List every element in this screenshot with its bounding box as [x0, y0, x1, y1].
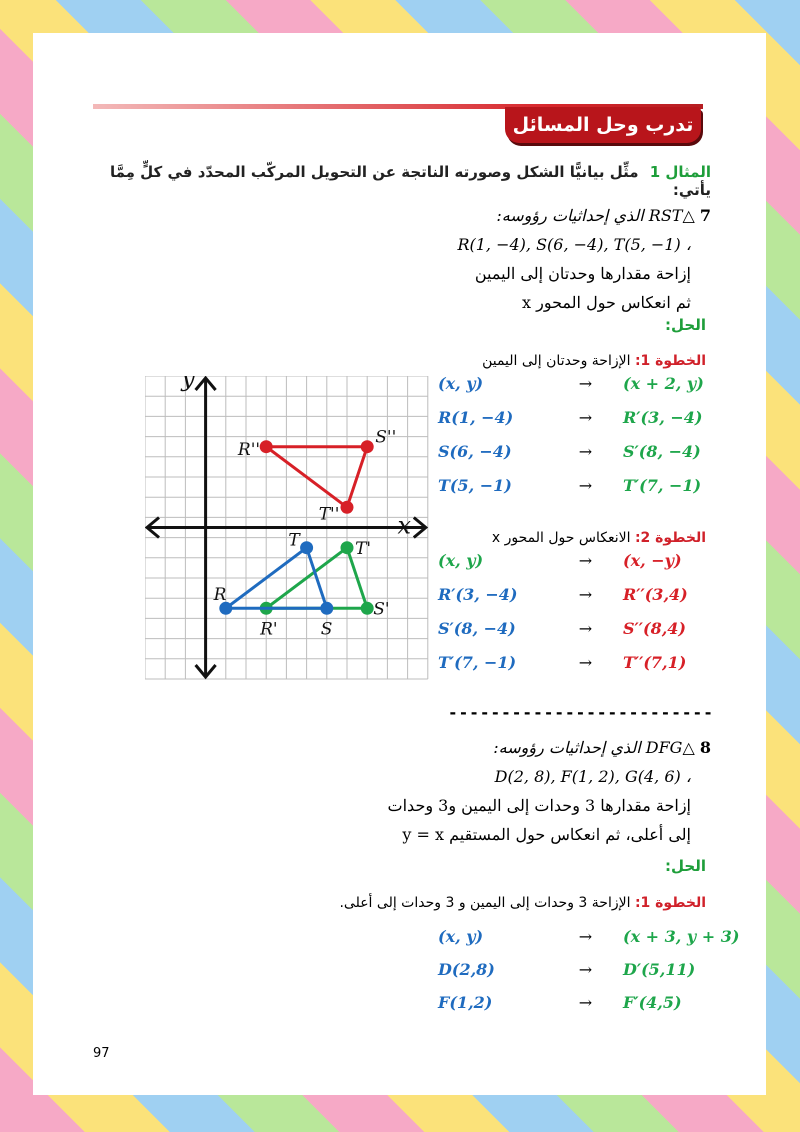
problem-7 [291, 201, 711, 317]
triangle-rst-double-prime-vertex [260, 440, 273, 453]
label-S1: S' [373, 599, 390, 620]
section-banner: تدرب وحل المسائل [505, 107, 701, 143]
step2-text: الانعكاس حول المحور x [491, 530, 631, 546]
mapping-arrow: → [578, 441, 593, 461]
problem-8-line3: إزاحة مقدارها 3 وحدات إلى اليمين و3 وحدات [387, 796, 691, 815]
label-S2: S'' [375, 427, 397, 448]
example-line [71, 163, 711, 199]
mapping-from: R′(3, −4) [438, 584, 518, 604]
triangle-rst-vertex [300, 541, 313, 554]
mapping-to: T′(7, −1) [623, 475, 702, 495]
mapping-from: R(1, −4) [438, 407, 514, 427]
problem-8-line1: △DFG الذي إحداثيات رؤوسه: [493, 738, 695, 757]
mapping-arrow: → [578, 926, 593, 946]
problem-7-line2: R(1, −4), S(6, −4), T(5, −1) ، [457, 235, 691, 254]
graph-labels [180, 376, 411, 640]
step1-text: الإزاحة وحدتان إلى اليمين [482, 353, 631, 369]
mapping-from: S′(8, −4) [438, 618, 516, 638]
label-R2: R'' [237, 439, 261, 460]
problem-8-number: 8 [699, 738, 711, 757]
mapping-to: F′(4,5) [623, 992, 682, 1012]
page-number: 97 [93, 1046, 110, 1061]
p8-step1-text: الإزاحة 3 وحدات إلى اليمين و 3 وحدات إلى أعلى. [339, 895, 631, 911]
problem-8 [291, 733, 711, 849]
mapping-to: (x + 2, y) [623, 373, 704, 393]
mapping-from: (x, y) [438, 550, 484, 570]
mapping-row [438, 438, 743, 464]
mapping-row [438, 923, 743, 949]
mapping-arrow: → [578, 407, 593, 427]
problem-8-line2: D(2, 8), F(1, 2), G(4, 6) ، [494, 767, 691, 786]
label-R1: R' [260, 619, 278, 640]
mapping-from: F(1,2) [438, 992, 493, 1012]
mapping-from: T′(7, −1) [438, 652, 517, 672]
mapping-to: (x + 3, y + 3) [623, 926, 740, 946]
label-S: S [320, 619, 333, 640]
page [33, 33, 766, 1095]
separator: ------------------------- [448, 703, 714, 722]
mapping-arrow: → [578, 475, 593, 495]
example-text: مثِّل بيانيًّا الشكل وصورته الناتجة عن التحويل المركّب المحدّد في كلٍّ مِمَّا يأتي: [109, 163, 711, 199]
p8-step1-label: الخطوة 1: [634, 895, 706, 911]
example-label: المثال 1 [649, 163, 711, 181]
mapping-from: S(6, −4) [438, 441, 512, 461]
mapping-row [438, 404, 743, 430]
problem-8-step1-heading [306, 895, 706, 911]
problem-7-number: 7 [699, 206, 711, 225]
triangle-rst-prime-vertex [361, 602, 374, 615]
problem-7-step1-heading [406, 353, 706, 369]
mapping-from: (x, y) [438, 926, 484, 946]
mapping-arrow: → [578, 652, 593, 672]
mapping-arrow: → [578, 584, 593, 604]
mapping-to: (x, −y) [623, 550, 682, 570]
label-T: T [288, 530, 300, 551]
triangle-rst-prime-vertex [341, 541, 354, 554]
label-axis_x: x [397, 511, 412, 540]
mapping-from: (x, y) [438, 373, 484, 393]
mapping-to: T′′(7,1) [623, 652, 687, 672]
mapping-to: S′′(8,4) [623, 618, 686, 638]
triangle-rst-double-prime-vertex [341, 501, 354, 514]
problem-7-line3: إزاحة مقدارها وحدتان إلى اليمين [474, 264, 691, 283]
mapping-arrow: → [578, 550, 593, 570]
graph-svg [145, 376, 430, 682]
mapping-row [438, 956, 743, 982]
mapping-to: R′(3, −4) [623, 407, 703, 427]
mapping-arrow: → [578, 373, 593, 393]
mapping-arrow: → [578, 618, 593, 638]
mapping-row [438, 581, 743, 607]
step2-label: الخطوة 2: [634, 530, 706, 546]
label-axis_y: y [181, 376, 195, 393]
problem-7-solution: الحل: [665, 316, 706, 334]
mapping-row [438, 472, 743, 498]
label-T1: T' [355, 538, 372, 559]
triangle-rst-double-prime-vertex [361, 440, 374, 453]
step1-label: الخطوة 1: [634, 353, 706, 369]
mapping-to: D′(5,11) [623, 959, 696, 979]
mapping-row [438, 989, 743, 1015]
problem-7-line1: △RST الذي إحداثيات رؤوسه: [496, 206, 695, 225]
problem-8-solution: الحل: [665, 857, 706, 875]
label-R: R [213, 585, 227, 606]
mapping-arrow: → [578, 959, 593, 979]
problem-8-line4: إلى أعلى، ثم انعكاس حول المستقيم y = x [402, 825, 691, 844]
triangle-rst-vertex [320, 602, 333, 615]
mapping-from: D(2,8) [438, 959, 495, 979]
label-T2: T'' [318, 504, 340, 525]
mapping-row [438, 615, 743, 641]
problem-7-line4: ثم انعكاس حول المحور x [521, 293, 691, 312]
mapping-to: R′′(3,4) [623, 584, 688, 604]
mapping-row [438, 370, 743, 396]
mapping-arrow: → [578, 992, 593, 1012]
mapping-row [438, 547, 743, 573]
coordinate-graph [145, 376, 430, 686]
mapping-row [438, 649, 743, 675]
problem-7-step2-heading [406, 530, 706, 546]
mapping-to: S′(8, −4) [623, 441, 701, 461]
mapping-from: T(5, −1) [438, 475, 512, 495]
